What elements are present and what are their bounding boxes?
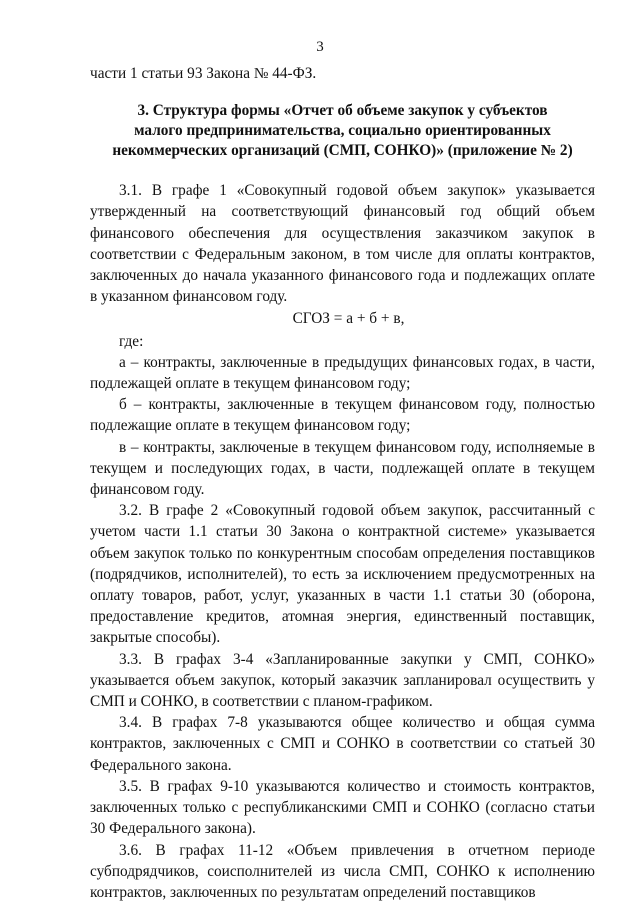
paragraph-3-3: 3.3. В графах 3-4 «Запланированные закупки у СМП, СОНКО» указывается объем закупок, который заказчик запланировал осуществить у СМП и СОНКО, в соответствии с планом-графиком.: [90, 650, 595, 711]
document-body: [90, 63, 595, 903]
paragraph-3-4: 3.4. В графах 7-8 указываются общее количество и общая сумма контрактов, заключенных с СМП и СОНКО в соответствии со статьей 30 Федерального закона.: [90, 714, 595, 774]
continuation-line: части 1 статьи 93 Закона № 44-ФЗ.: [90, 65, 317, 82]
section-heading: [90, 101, 595, 161]
paragraph-3-6: 3.6. В графах 11-12 «Объем привлечения в отчетном периоде субподрядчиков, соисполнителей из числа СМП, СОНКО к исполнению контрактов, заключенных по результатам определений поставщиков: [90, 841, 595, 901]
section-heading-line-2: малого предпринимательства, социально ориентированных: [134, 122, 551, 140]
paragraph-3-1: 3.1. В графе 1 «Совокупный годовой объем закупок» указывается утвержденный на соответствующий финансовый год общий объем финансового обеспечения для осуществления заказчиком закупок в соответствии с Федеральным законом, в том числе для оплаты контрактов, заключенных до начала указанного финансового года и подлежащих оплате в указанном финансовом году.: [90, 182, 595, 306]
list-item-a: а – контракты, заключенные в предыдущих финансовых годах, в части, подлежащей оплате в текущем финансовом году;: [90, 353, 595, 393]
paragraph-3-2: 3.2. В графе 2 «Совокупный годовой объем закупок, рассчитанный с учетом части 1.1 статьи 30 Закона о контрактной системе» указывается объем закупок только по конкурентным способам определения поставщиков (подрядчиков, исполнителей), то есть за исключением предусмотренных на оплату товаров, работ, услуг, указанных в части 1.1 статьи 30 (оборона, предоставление кредитов, атомная энергия, единственный поставщик, закрытые способы).: [90, 502, 595, 647]
list-item-v: в – контракты, заключеные в текущем финансовом году, исполняемые в текущем и последующих годах, в части, подлежащей оплате в текущем финансовом году.: [90, 438, 595, 499]
paragraph-3-5: 3.5. В графах 9-10 указываются количество и стоимость контрактов, заключенных только с республиканскими СМП и СОНКО (согласно статьи 30 Федерального закона).: [90, 777, 595, 838]
where-label: где:: [119, 332, 144, 350]
formula: СГОЗ = а + б + в,: [292, 310, 405, 328]
section-heading-line-3: некоммерческих организаций (СМП, СОНКО)» (приложение № 2): [112, 142, 573, 160]
page-number: 3: [316, 39, 324, 55]
section-heading-line-1: 3. Структура формы «Отчет об объеме закупок у субъектов: [137, 102, 548, 120]
list-item-b: б – контракты, заключенные в текущем финансовом году, полностью подлежащие оплате в текущем финансовом году;: [90, 396, 595, 435]
